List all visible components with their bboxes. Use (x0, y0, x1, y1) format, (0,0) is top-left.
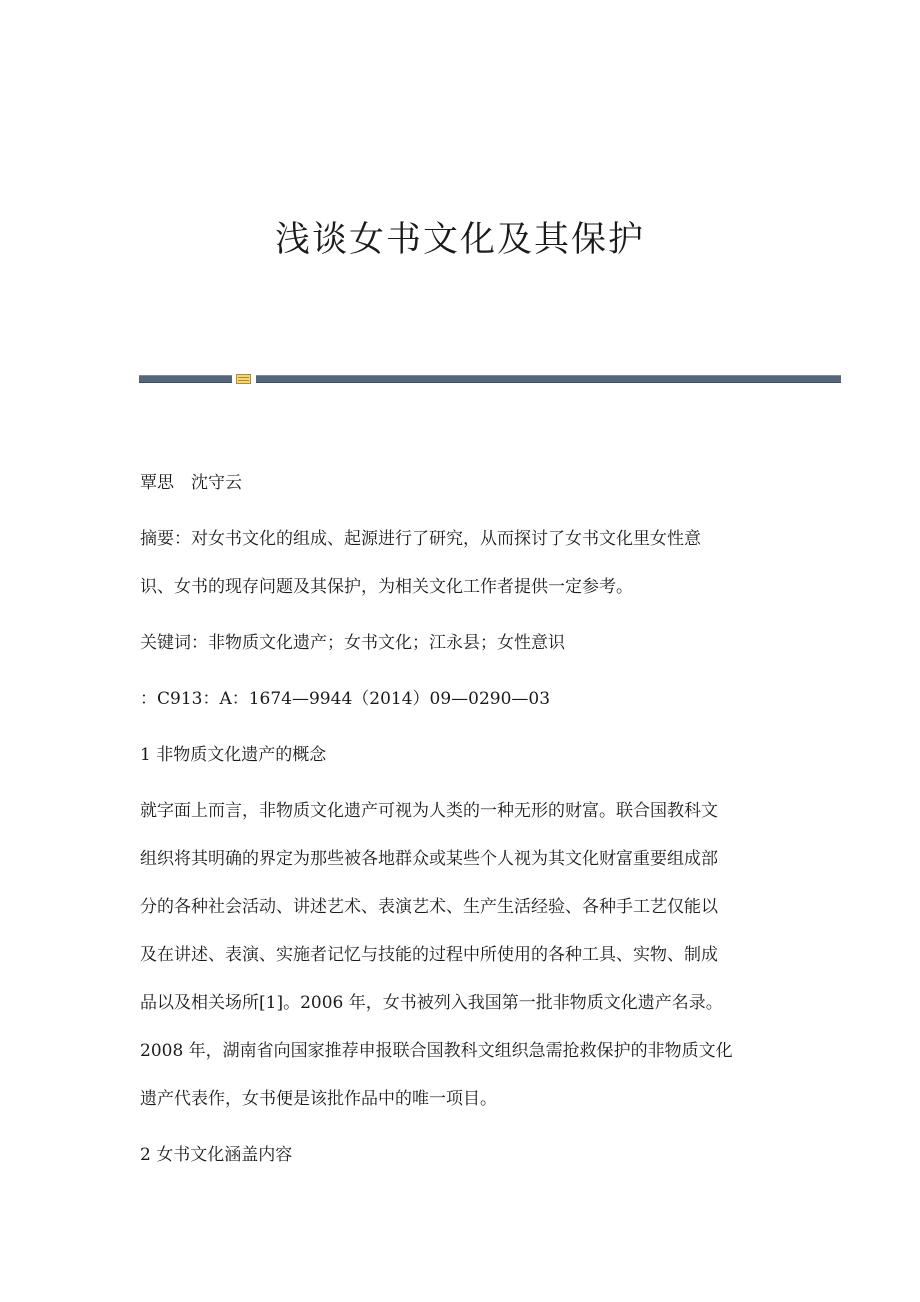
section-1-line: 品以及相关场所[1]。2006 年，女书被列入我国第一批非物质文化遗产名录。 (140, 993, 723, 1013)
authors: 覃思 沈守云 (140, 473, 242, 493)
divider-emblem-icon (236, 374, 251, 384)
section-1-line: 分的各种社会活动、讲述艺术、表演艺术、生产生活经验、各种手工艺仅能以 (140, 897, 718, 917)
section-1-line: 遗产代表作，女书便是该批作品中的唯一项目。 (140, 1089, 497, 1109)
title-divider (139, 374, 841, 384)
section-1-line: 组织将其明确的界定为那些被各地群众或某些个人视为其文化财富重要组成部 (140, 849, 718, 869)
keywords: 关键词：非物质文化遗产；女书文化；江永县；女性意识 (140, 633, 565, 653)
section-1-line: 及在讲述、表演、实施者记忆与技能的过程中所使用的各种工具、实物、制成 (140, 945, 718, 965)
document-title: 浅谈女书文化及其保护 (274, 220, 645, 260)
section-2-heading: 2 女书文化涵盖内容 (140, 1145, 293, 1165)
divider-right-segment (256, 375, 841, 383)
section-1-heading: 1 非物质文化遗产的概念 (140, 745, 327, 765)
section-1-line: 2008 年，湖南省向国家推荐申报联合国教科文组织急需抢救保护的非物质文化 (140, 1041, 733, 1061)
divider-left-segment (139, 375, 232, 383)
classification-codes: ：C913：A：1674—9944（2014）09—0290—03 (140, 689, 551, 709)
abstract-line-1: 摘要：对女书文化的组成、起源进行了研究，从而探讨了女书文化里女性意 (140, 529, 701, 549)
section-1-line: 就字面上而言，非物质文化遗产可视为人类的一种无形的财富。联合国教科文 (140, 801, 718, 821)
abstract-line-2: 识、女书的现存问题及其保护，为相关文化工作者提供一定参考。 (140, 577, 633, 597)
